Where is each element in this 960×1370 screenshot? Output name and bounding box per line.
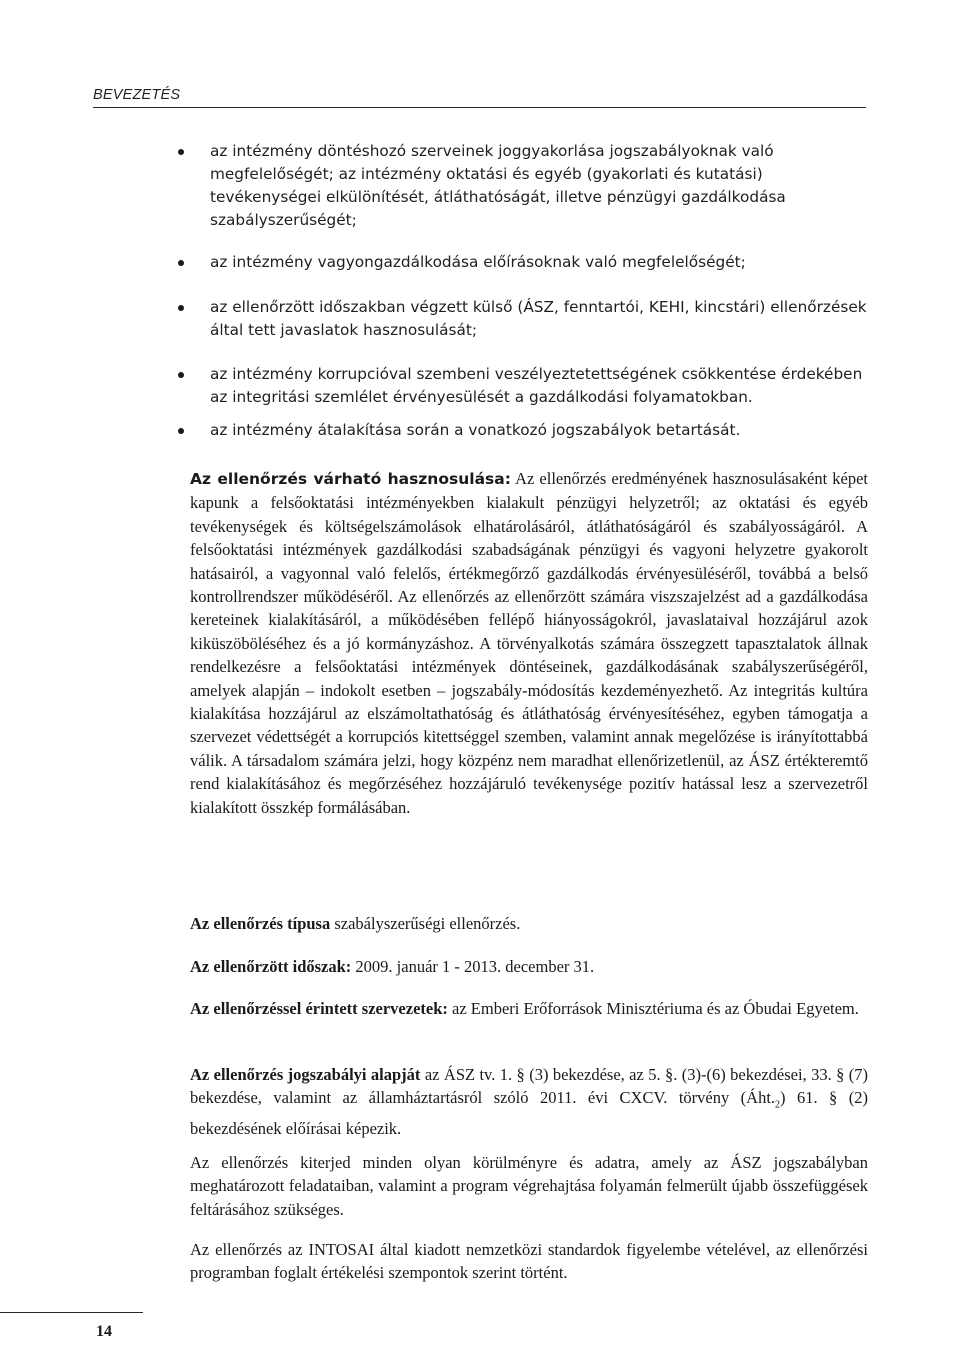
period-label: Az ellenőrzött időszak: bbox=[190, 957, 352, 976]
entities-paragraph bbox=[190, 997, 868, 1020]
benefit-label: Az ellenőrzés várható hasznosulása: bbox=[190, 470, 511, 488]
scope-text: Az ellenőrzés kiterjed minden olyan körülményre és adatra, amely az ÁSZ jogszabályban meghatározott feladataiban, valamint a program végrehajtása folyamán felmerült újabb összefüggések feltárásához szükséges. bbox=[190, 1153, 868, 1219]
header-title: BEVEZETÉS bbox=[93, 87, 181, 103]
type-text: szabályszerűségi ellenőrzés. bbox=[330, 914, 521, 933]
list-item bbox=[178, 296, 868, 342]
intosai-text: Az ellenőrzés az INTOSAI által kiadott nemzetközi standardok figyelembe vételével, az ellenőrzési programban foglalt értékelési szempontok szerint történt. bbox=[190, 1240, 868, 1283]
list-item-text: az intézmény korrupcióval szembeni veszélyeztetettségének csökkentése érdekében az integritási szemlélet érvényesülését a gazdálkodási folyamatokban. bbox=[210, 365, 863, 406]
running-header bbox=[93, 86, 866, 108]
page-number: 14 bbox=[96, 1323, 112, 1340]
list-item-text: az intézmény vagyongazdálkodása előírásoknak való megfelelőségét; bbox=[210, 253, 746, 271]
legal-basis-paragraph bbox=[190, 1063, 868, 1141]
legal-subscript: 2 bbox=[775, 1099, 781, 1111]
legal-text-before: az ÁSZ tv. 1. § (3) bekezdése, az 5. §. (3)-(6) bekezdései, 33. § (7) bekezdése, valamint az államháztartásról szóló 2011. évi CXCV. törvény (Áht. bbox=[190, 1065, 868, 1108]
list-item-text: az ellenőrzött időszakban végzett külső (ÁSZ, fenntartói, KEHI, kincstári) ellenőrzések által tett javaslatok hasznosulását; bbox=[210, 298, 867, 339]
type-label: Az ellenőrzés típusa bbox=[190, 914, 331, 933]
footer-rule bbox=[0, 1312, 143, 1313]
entities-label: Az ellenőrzéssel érintett szervezetek: bbox=[190, 999, 448, 1018]
list-item-text: az intézmény átalakítása során a vonatkozó jogszabályok betartását. bbox=[210, 421, 741, 439]
legal-text-after: ) 61. § (2) bekezdésének előírásai képezik. bbox=[190, 1088, 868, 1139]
legal-label: Az ellenőrzés jogszabályi alapját bbox=[190, 1065, 421, 1084]
period-text: 2009. január 1 - 2013. december 31. bbox=[351, 957, 595, 976]
scope-paragraph bbox=[190, 1151, 868, 1221]
list-item bbox=[178, 419, 868, 442]
period-paragraph bbox=[190, 955, 868, 978]
bullet-list bbox=[178, 140, 868, 463]
type-paragraph bbox=[190, 912, 868, 935]
benefit-text: Az ellenőrzés eredményének hasznosulásaként képet kapunk a felsőoktatási intézményekben kialakult pénzügyi helyzetről; az oktatási és egyéb tevékenységek és költségelszámolások elhatárolásáról, átláthatóságáról és szabályosságáról. A felsőoktatási intézmények gazdálkodási szabadságának pénzügyi és vagyoni helyzetre gyakorolt hatásairól, a vagyonnal való felelős, értékmegőrző gazdálkodás érvényesüléséről, továbbá a belső kontrollrendszer működéséről. Az ellenőrzés az ellenőrzött számára viszszajelzést ad a gazdálkodása kereteinek kialakításáról, a működésében fellépő hiányosságokról, javaslataival hozzájárul azok kiküszöböléséhez és a jó kormányzáshoz. A törvényalkotás számára összegzett tapasztalatok állnak rendelkezésre a felsőoktatási intézmények döntéseinek, gazdálkodásának szabályszerűségéről, amelyek alapján – indokolt esetben – jogszabály-módosítás kezdeményezhető. Az integritás kultúra kialakítása hozzájárul az elszámoltathatóság és átláthatóság érvényesítéséhez, egyben támogatja a szervezet védettségét a korrupciós kitettséggel szemben, valamint annak megelőzése is irányítottabbá válik. A társadalom számára jelzi, hogy közpénz nem maradhat ellenőrizetlenül, az ÁSZ értékteremtő rend kialakításához és megőrzéséhez hozzájáruló tevékenysége pozitív hatással lesz a szervezetről kialakított összkép formálásában. bbox=[190, 469, 869, 817]
entities-text: az Emberi Erőforrások Minisztériuma és az Óbudai Egyetem. bbox=[447, 999, 859, 1018]
intosai-paragraph bbox=[190, 1238, 868, 1285]
list-item bbox=[178, 363, 868, 409]
list-item bbox=[178, 140, 868, 232]
benefit-paragraph bbox=[190, 467, 868, 819]
list-item bbox=[178, 251, 868, 274]
list-item-text: az intézmény döntéshozó szerveinek joggyakorlása jogszabályoknak való megfelelőségét; az intézmény oktatási és egyéb (gyakorlati és kutatási) tevékenységei elkülönítését, átláthatóságát, illetve pénzügyi gazdálkodása szabályszerűségét; bbox=[210, 142, 786, 229]
